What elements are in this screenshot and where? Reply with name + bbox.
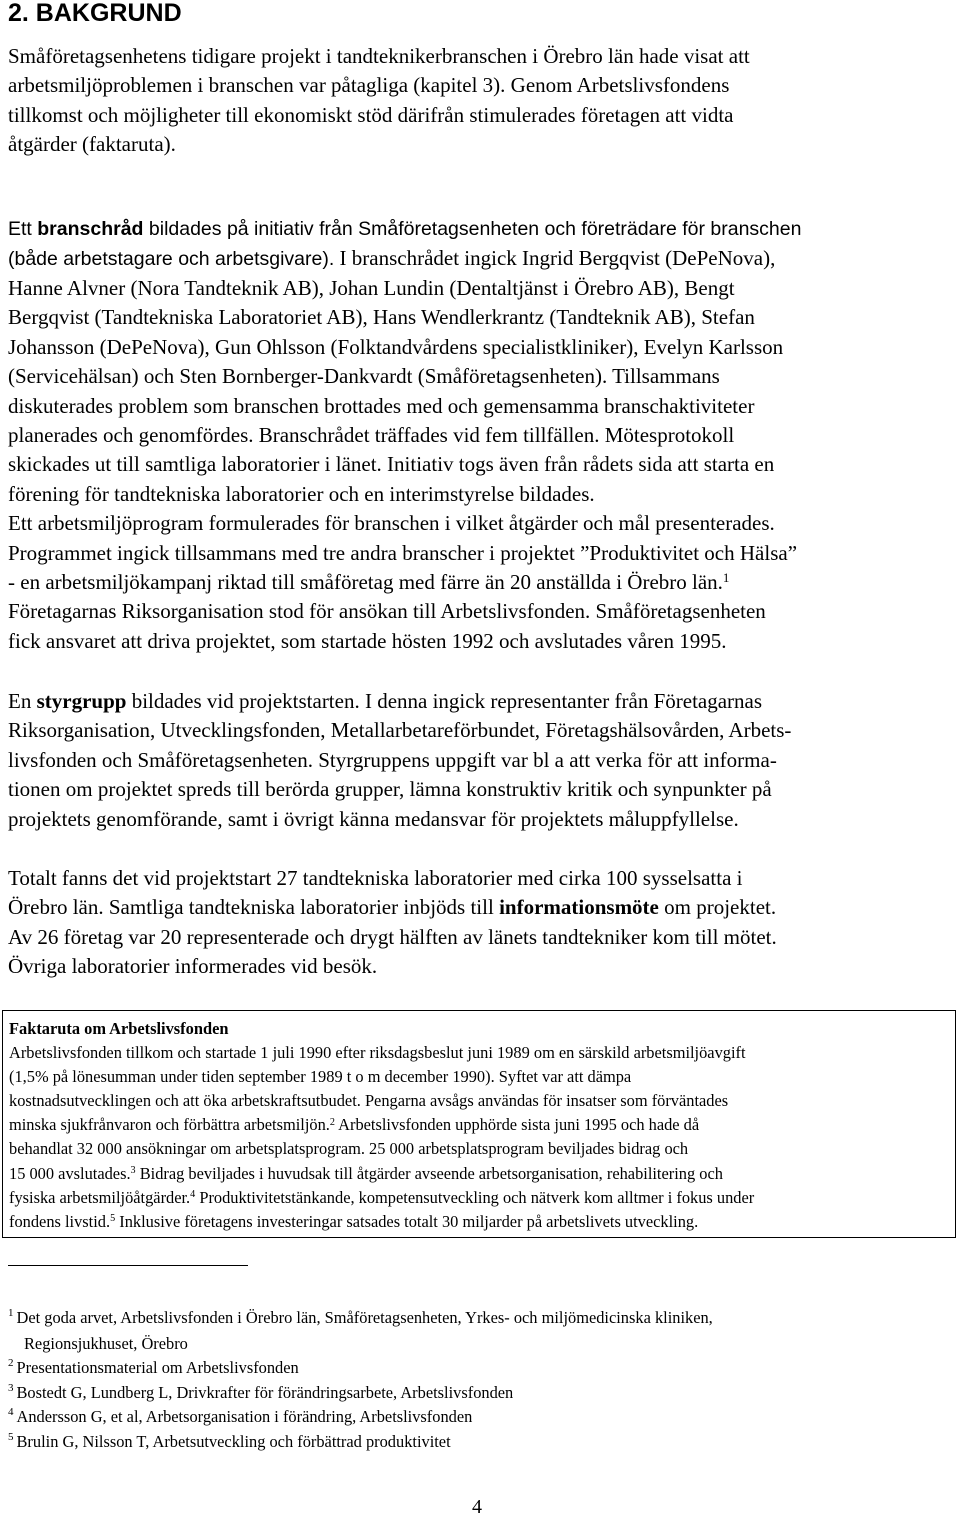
text-line [8,687,791,716]
text-line: skickades ut till samtliga laboratorier i länet. Initiativ togs även från rådets sida att starta en [8,452,775,477]
text-line: Bergqvist (Tandtekniska Laboratoriet AB), Hans Wendlerkrantz (Tandteknik AB), Stefan [8,305,755,330]
text-run: fysiska arbetsmiljöåtgärder. [9,1187,191,1207]
text-line: Riksorganisation, Utvecklingsfonden, Metallarbetareförbundet, Företagshälsovården, Arbets- [8,718,792,743]
fact-box-title: Faktaruta om Arbetslivsfonden [9,1019,229,1038]
text-run: Arbetslivsfonden upphörde sista juni 1995 och hade då [334,1115,700,1135]
footnote-number: 4 [8,1406,14,1418]
text-run: Inklusive företagens investeringar satsades totalt 30 miljarder på arbetslivets utveckling. [115,1211,699,1231]
text-line: Johansson (DePeNova), Gun Ohlsson (Folktandvårdens specialistkliniker), Evelyn Karlsson [8,334,784,359]
text-line [9,1113,955,1137]
text-line: kostnadsutvecklingen och att öka arbetskraftsutbudet. Pengarna avsågs användas för insatser som förväntades [9,1091,729,1111]
footnote-number: 3 [8,1382,14,1394]
text-line: behandlat 32 000 ansökningar om arbetsplatsprogram. 25 000 arbetsplatsprogram beviljades bidrag och [9,1139,689,1159]
bold-term: styrgrupp [36,689,127,713]
section-heading: 2. BAKGRUND [8,0,182,27]
text-line [8,244,801,274]
footnote-text: Bostedt G, Lundberg L, Drivkrafter för förändringsarbete, Arbetslivsfonden [16,1383,514,1402]
footnote-divider [8,1265,248,1266]
page-number: 4 [472,1496,482,1518]
footnote [8,1356,299,1382]
text-line [9,1186,955,1210]
text-line [8,568,801,597]
text-run: Ett [8,218,38,240]
text-line: fick ansvaret att driva projektet, som startade hösten 1992 och avslutades våren 1995. [8,628,727,653]
footnote-text: Det goda arvet, Arbetslivsfonden i Örebro län, Småföretagsenheten, Yrkes- och miljömedicinska kliniken, [16,1308,713,1327]
text-run: (både arbetstagare och arbetsgivare). [8,248,335,270]
text-line: tionen om projektet spreds till berörda grupper, lämna konstruktiv kritik och synpunkter på [8,777,772,802]
text-run: bildades på initiativ från Småföretagsenheten och företrädare för branschen [143,218,802,240]
text-line: (1,5% på lönesumman under tiden september 1989 t o m december 1990). Syftet var att dämpa [9,1067,632,1087]
footnote [8,1381,513,1407]
text-run: fondens livstid. [9,1211,111,1231]
footnote-ref: 1 [722,569,730,585]
bold-term: branschråd [37,218,144,240]
text-line: Programmet ingick tillsammans med tre andra branscher i projektet ”Produktivitet och Hälsa” [8,540,798,565]
text-line: (Servicehälsan) och Sten Bornberger-Dankvardt (Småföretagsenheten). Tillsammans [8,364,720,389]
text-line [9,1162,955,1186]
footnote-text: Brulin G, Nilsson T, Arbetsutveckling och förbättrad produktivitet [16,1432,451,1451]
text-line: livsfonden och Småföretagsenheten. Styrgruppens uppgift var bl a att verka för att informa- [8,747,777,772]
text-line: förening för tandtekniska laboratorier och en interimstyrelse bildades. [8,481,595,506]
text-line: projektets genomförande, samt i övrigt känna medansvar för projektets måluppfyllelse. [8,806,739,831]
text-run: Bidrag beviljades i huvudsak till åtgärder avseende arbetsorganisation, rehabilitering och [135,1163,723,1183]
text-line: Av 26 företag var 20 representerade och drygt hälften av länets tandtekniker kom till mötet. [8,924,777,949]
text-run: 15 000 avslutades. [9,1163,131,1183]
footnote [8,1306,713,1332]
text-line: Småföretagsenhetens tidigare projekt i tandteknikerbranschen i Örebro län hade visat att [8,44,750,68]
footnote-ref: 3 [130,1164,136,1176]
footnote-ref: 4 [190,1189,196,1201]
footnote [8,1405,472,1431]
footnote-text: Presentationsmaterial om Arbetslivsfonden [16,1358,299,1377]
footnote-text: Andersson G, et al, Arbetsorganisation i förändring, Arbetslivsfonden [16,1407,473,1426]
text-line [8,215,801,244]
footnote-number: 1 [8,1307,14,1319]
bold-term: informationsmöte [499,895,659,920]
text-run: Produktivitetstänkande, kompetensutveckling och nätverk kom alltmer i fokus under [195,1187,755,1207]
text-run: En [8,689,37,713]
paragraph-body [8,274,801,656]
text-run: - en arbetsmiljökampanj riktad till småföretag med färre än 20 anställda i Örebro län. [8,570,723,595]
footnote-number: 5 [8,1431,14,1443]
text-line: arbetsmiljöproblemen i branschen var påtagliga (kapitel 3). Genom Arbetslivsfondens [8,73,730,98]
text-run: Örebro län. Samtliga tandtekniska laboratorier inbjöds till [8,895,500,920]
footnote-text: Regionsjukhuset, Örebro [24,1334,188,1353]
text-line: tillkomst och möjligheter till ekonomiskt stöd därifrån stimulerades företagen att vidta [8,102,734,127]
text-line: Totalt fanns det vid projektstart 27 tandtekniska laboratorier med cirka 100 sysselsatta i [8,866,743,890]
text-line: åtgärder (faktaruta). [8,132,176,157]
laboratorier-paragraph [8,864,777,982]
text-run: I branschrådet ingick Ingrid Bergqvist (DePeNova), [334,246,776,270]
text-line: Arbetslivsfonden tillkom och startade 1 juli 1990 efter riksdagsbeslut juni 1989 om en särskild arbetsmiljöavgift [9,1043,746,1063]
text-line: Företagarnas Riksorganisation stod för ansökan till Arbetslivsfonden. Småföretagsenheten [8,599,766,624]
styrgrupp-paragraph [8,687,791,834]
footnote-ref: 2 [329,1116,335,1128]
intro-paragraph [8,42,750,160]
text-line: Övriga laboratorier informerades vid besök. [8,954,378,979]
footnote [8,1430,451,1456]
footnote-ref: 5 [110,1213,116,1225]
footnote-number: 2 [8,1357,14,1369]
text-line: diskuterades problem som branschen brottades med och gemensamma branschaktiviteter [8,393,755,418]
fact-box [2,1010,956,1238]
text-line [9,1210,955,1234]
text-run: om projektet. [658,895,777,920]
text-run: minska sjukfrånvaron och förbättra arbetsmiljön. [9,1115,330,1135]
text-line: planerades och genomfördes. Branschrådet träffades vid fem tillfällen. Mötesprotokoll [8,423,735,448]
text-line [8,893,777,922]
text-line: Ett arbetsmiljöprogram formulerades för branschen i vilket åtgärder och mål presenterades. [8,511,775,536]
branschrad-paragraph [8,215,801,656]
text-line: Hanne Alvner (Nora Tandteknik AB), Johan Lundin (Dentaltjänst i Örebro AB), Bengt [8,276,735,300]
footnote-continuation [24,1332,188,1356]
text-run: bildades vid projektstarten. I denna ingick representanter från Företagarnas [126,689,763,713]
